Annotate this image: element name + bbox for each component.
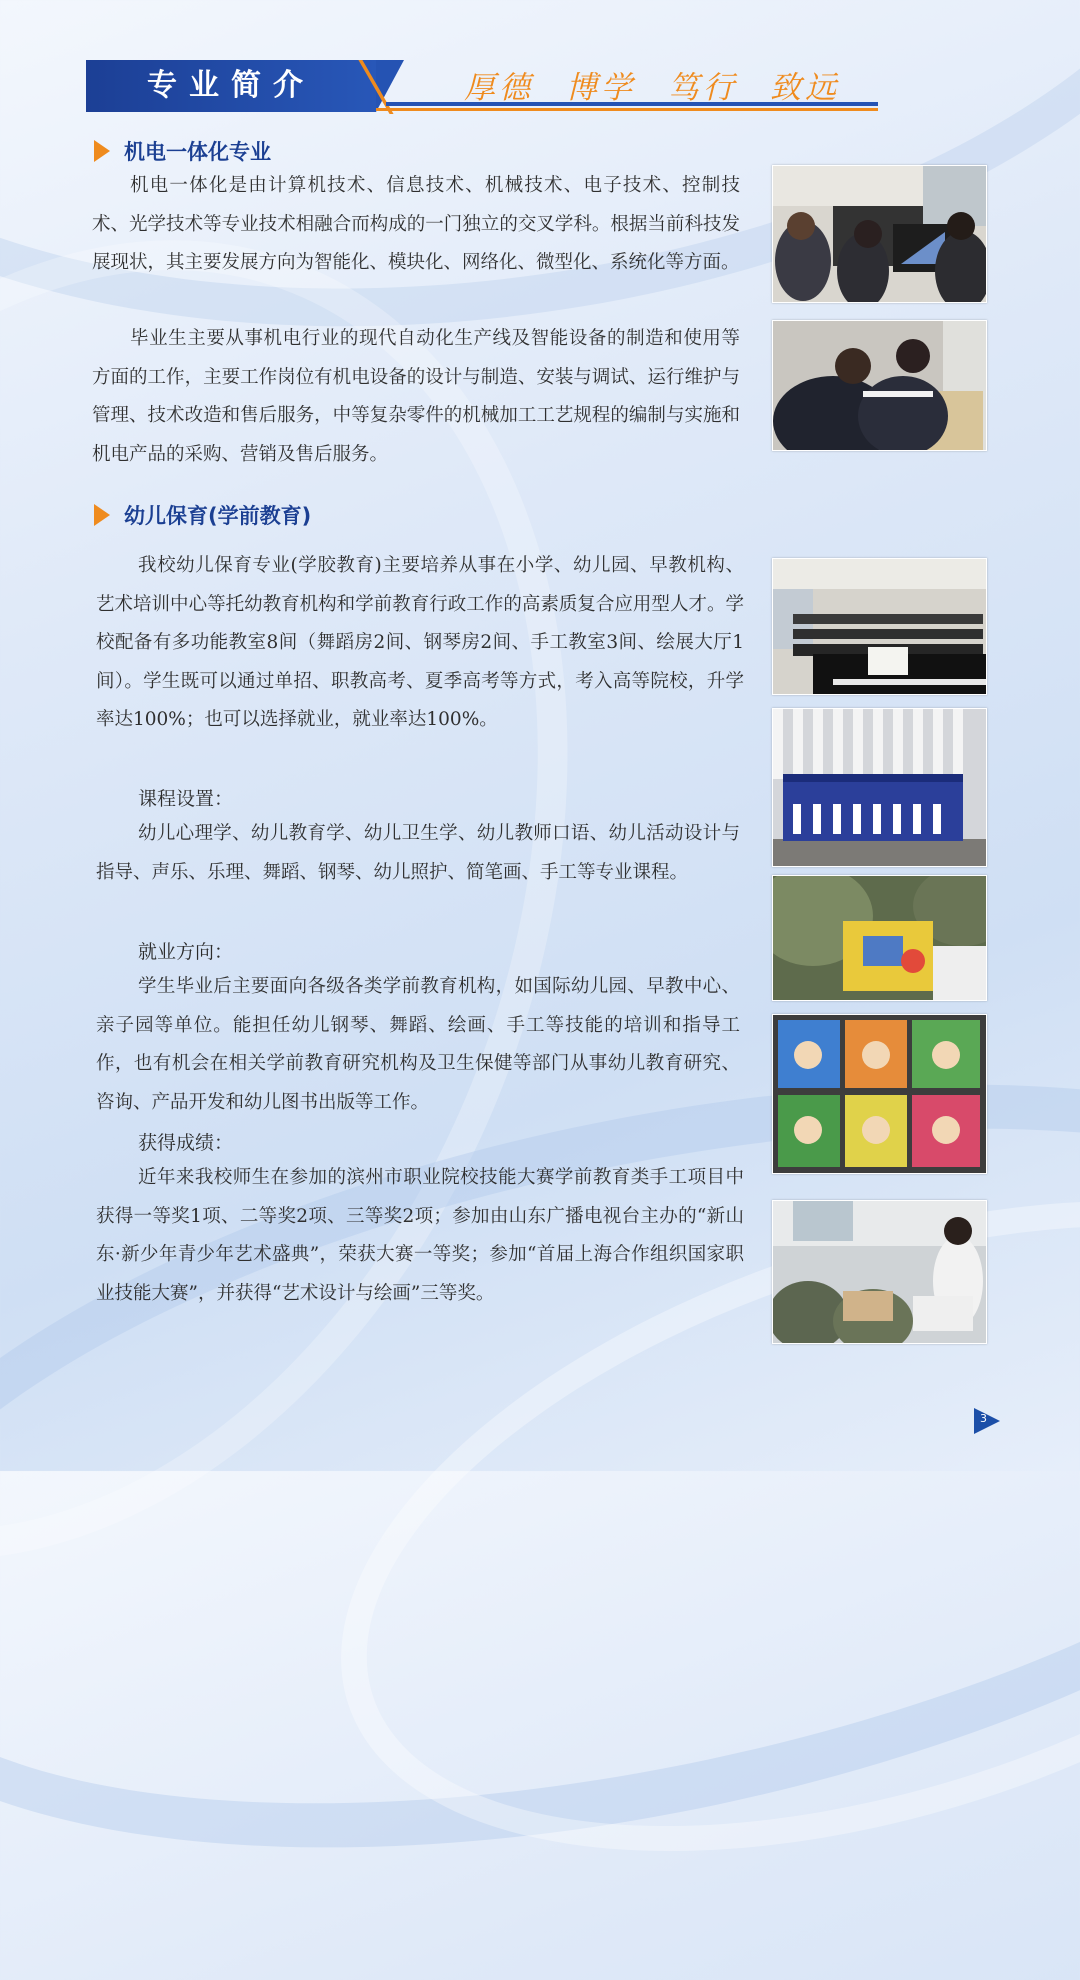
section-title: 幼儿保育(学前教育) xyxy=(124,504,312,528)
arrow-icon xyxy=(94,504,110,526)
paragraph: 机电一体化是由计算机技术、信息技术、机械技术、电子技术、控制技术、光学技术等专业技术相融合而构成的一门独立的交叉学科。根据当前科技发展现状，其主要发展方向为智能化、模块化、网络化、微型化、系统化等方面。 xyxy=(92,175,740,273)
photo-piano-room xyxy=(772,558,987,695)
page-number xyxy=(972,1406,1002,1436)
photo-students-working xyxy=(772,320,987,451)
paragraph: 我校幼儿保育专业(学胶教育)主要培养从事在小学、幼儿园、早教机构、艺术培训中心等托幼教育机构和学前教育行政工作的高素质复合应用型人才。学校配备有多功能教室8间（舞蹈房2间、钢琴房2间、手工教室3间、绘展大厅1间）。学生既可以通过单招、职教高考、夏季高考等方式，考入高等院校，升学率达100%；也可以选择就业，就业率达100%。 xyxy=(96,555,744,730)
subheading-courses: 课程设置： xyxy=(138,788,234,810)
photo-dance-performance xyxy=(772,708,987,867)
page-header xyxy=(86,60,878,114)
section-heading-preschool xyxy=(94,500,311,530)
subheading-awards: 获得成绩： xyxy=(138,1132,234,1154)
paragraph: 幼儿心理学、幼儿教育学、幼儿卫生学、幼儿教师口语、幼儿活动设计与指导、声乐、乐理、舞蹈、钢琴、幼儿照护、简笔画、手工等专业课程。 xyxy=(96,823,740,883)
photo-computer-lab xyxy=(772,165,987,303)
photo-children-drawings xyxy=(772,1014,987,1174)
paragraph: 学生毕业后主要面向各级各类学前教育机构，如国际幼儿园、早教中心、亲子园等单位。能担任幼儿钢琴、舞蹈、绘画、手工等技能的培训和指导工作，也有机会在相关学前教育研究机构及卫生保健等部门从事幼儿教育研究、咨询、产品开发和幼儿图书出版等工作。 xyxy=(96,976,740,1113)
header-rule-orange xyxy=(376,108,878,111)
section-heading-mechatronics xyxy=(94,136,271,166)
slogan-word: 厚德 xyxy=(464,70,534,106)
page-number-text: 3 xyxy=(980,1412,987,1425)
subheading-career: 就业方向： xyxy=(138,941,234,963)
photo-classroom-display xyxy=(772,1200,987,1344)
slogan xyxy=(464,62,840,107)
slogan-word: 博学 xyxy=(566,70,636,106)
slogan-word: 笃行 xyxy=(668,70,738,106)
slogan-word: 致远 xyxy=(770,70,840,106)
photo-handcraft xyxy=(772,875,987,1001)
arrow-icon xyxy=(94,140,110,162)
page-title: 专业简介 xyxy=(147,68,315,103)
paragraph: 毕业生主要从事机电行业的现代自动化生产线及智能设备的制造和使用等方面的工作，主要工作岗位有机电设备的设计与制造、安装与调试、运行维护与管理、技术改造和售后服务，中等复杂零件的机械加工工艺规程的编制与实施和机电产品的采购、营销及售后服务。 xyxy=(92,328,740,465)
paragraph: 近年来我校师生在参加的滨州市职业院校技能大赛学前教育类手工项目中获得一等奖1项、二等奖2项、三等奖2项；参加由山东广播电视台主办的“新山东·新少年青少年艺术盛典”，荣获大赛一等奖；参加“首届上海合作组织国家职业技能大赛”，并获得“艺术设计与绘画”三等奖。 xyxy=(96,1167,744,1304)
section-title: 机电一体化专业 xyxy=(124,140,271,164)
